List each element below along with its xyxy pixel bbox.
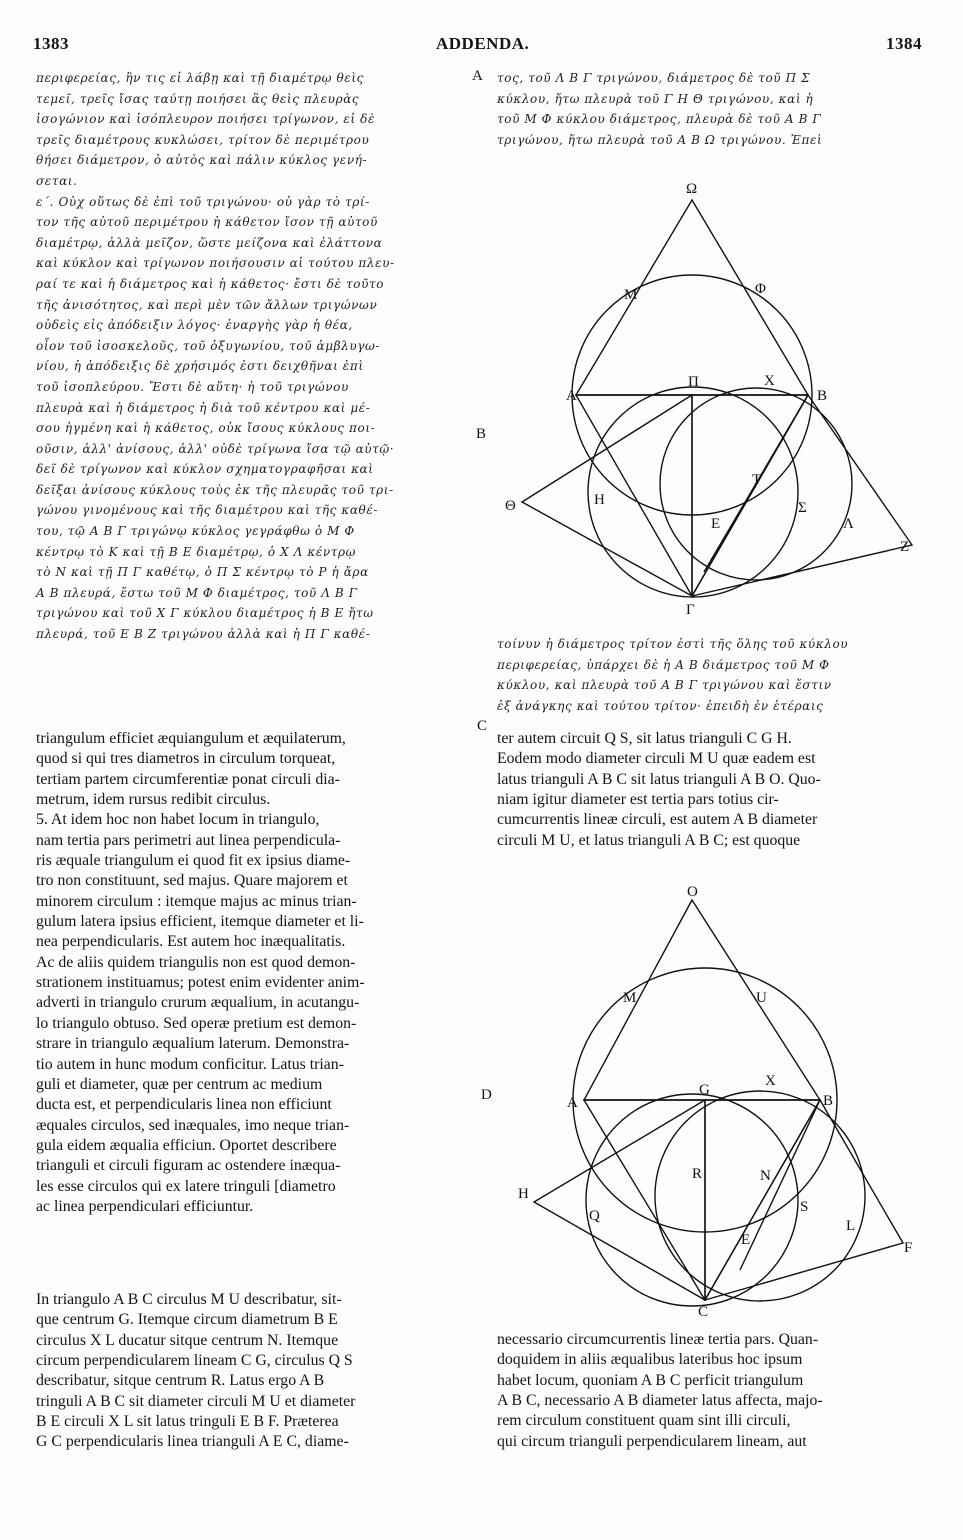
- latin-text-line: niam igitur diameter est tertia pars totius cir-: [497, 791, 779, 809]
- greek-text-line: νίου, ἡ ἀπόδειξις δὲ χρήσιμός ἐστι δειχθῆναι ἐπὶ: [36, 359, 364, 374]
- latin-text-line: latus trianguli A B C sit latus trianguli A B O. Quo-: [497, 770, 821, 788]
- latin-text-line: habet locum, quoniam A B C perficit triangulum: [497, 1371, 804, 1389]
- label-eta: Η: [594, 492, 605, 508]
- latin-text-line: tertiam partem circumferentiæ ponat circuli dia-: [36, 770, 340, 788]
- greek-text-line: κύκλου, καὶ πλευρὰ τοῦ Α Β Γ τριγώνου καὶ ἔστιν: [497, 678, 832, 693]
- latin-text-line: adverti in triangulo crurum æqualium, in acutangu-: [36, 994, 360, 1012]
- latin-text-line: nea perpendicularis. Est autem hoc inæqualitatis.: [36, 933, 346, 951]
- latin-text-line: circuli M U, et latus trianguli A B C; est quoque: [497, 831, 801, 849]
- label-x: X: [765, 1073, 776, 1089]
- label-beta: Β: [817, 388, 828, 404]
- latin-text-line: G C perpendicularis linea trianguli A E C, diame-: [36, 1433, 349, 1451]
- latin-text-line: A B C, necessario A B diameter latus affecta, majo-: [497, 1392, 823, 1410]
- label-e: E: [741, 1232, 751, 1248]
- greek-text-line: τον τῆς αὐτοῦ περιμέτρου ἡ κάθετον ἴσον τῇ αὐτοῦ: [36, 215, 378, 230]
- greek-text-line: τοῦ Μ Φ κύκλου διάμετρος, πλευρὰ δὲ τοῦ Α Β Γ: [497, 112, 822, 127]
- greek-text-line: τὸ Ν καὶ τῇ Π Γ καθέτῳ, ὁ Π Σ κέντρῳ τὸ Ρ ἡ ἄρα: [36, 565, 369, 580]
- latin-text-line: guli et diameter, quæ per centrum ac medium: [36, 1075, 323, 1093]
- greek-text-line: σου ἠγμένη καὶ ἡ κάθετος, οὐκ ἴσους κύκλους ποι-: [36, 421, 376, 436]
- greek-text-line: τριγώνου καὶ τοῦ Χ Γ κύκλου διαμέτρος ἡ Β Ε ἤτω: [36, 606, 374, 621]
- latin-text-line: minorem circulum : itemque majus ac minus trian-: [36, 892, 357, 910]
- latin-text-line: necessario circumcurrentis lineæ tertia pars. Quan-: [497, 1331, 819, 1348]
- left-greek-text: [36, 68, 476, 645]
- circle-pi-sigma: [588, 387, 798, 597]
- greek-text-line: οὐδεὶς εἰς ἀπόδειξιν λόγος· ἐναργὴς γὰρ ἡ θέα,: [36, 318, 353, 333]
- margin-marker-c: C: [477, 718, 488, 734]
- greek-text-line: θήσει διάμετρον, ὁ αὐτὸς καὶ πάλιν κύκλος γενή-: [36, 153, 368, 168]
- label-s: S: [800, 1199, 809, 1215]
- greek-text-line: κέντρῳ τὸ Κ καὶ τῇ Β Ε διαμέτρῳ, ὁ Χ Λ κέντρῳ: [36, 544, 357, 559]
- label-theta: Θ: [505, 498, 516, 514]
- triangle-a-b-omega: [576, 200, 808, 395]
- label-alpha: Α: [566, 388, 577, 404]
- latin-text-line: gulum latera ipsius efficient, itemque diameter et li-: [36, 913, 364, 931]
- greek-text-line: του, τῷ Α Β Γ τριγώνῳ κύκλος γεγράφθω ὁ Μ Φ: [36, 524, 355, 539]
- label-u: U: [756, 990, 767, 1006]
- label-l: L: [846, 1218, 856, 1234]
- greek-text-line: δεῖξαι ἀνίσους κύκλους τοὺς ἐκ τῆς πλευρᾶς τοῦ τρι-: [36, 482, 394, 497]
- label-r: R: [692, 1166, 703, 1182]
- latin-text-line: lo triangulo obtuso. Sed operæ pretium est demon-: [36, 1014, 357, 1032]
- greek-text-line: διαμέτρῳ, ἀλλὰ μεῖζον, ὥστε μείζονα καὶ ἐλάττονα: [36, 235, 383, 250]
- greek-text-line: γώνου γινομένους καὶ τῆς διαμέτρου καὶ τῆς καθέ-: [36, 503, 379, 518]
- greek-text-line: δεῖ δὲ τρίγωνον καὶ κύκλον σχηματογραφῆσαι καὶ: [36, 462, 374, 477]
- running-title: ADDENDA.: [436, 34, 530, 53]
- margin-marker-a: A: [472, 68, 483, 84]
- label-a: A: [567, 1095, 578, 1111]
- latin-text-line: triangulum efficiet æquiangulum et æquilaterum,: [36, 730, 346, 747]
- label-gamma: Γ: [686, 602, 695, 618]
- left-latin-text-1: [36, 729, 476, 1217]
- latin-text-line: que centrum G. Itemque circum diametrum B E: [36, 1311, 338, 1329]
- latin-text-line: tro non constituunt, sed majus. Quare majorem et: [36, 872, 348, 890]
- label-b: B: [823, 1093, 834, 1109]
- latin-text-line: strare in triangulo æqualium laterum. Demonstra-: [36, 1035, 350, 1053]
- latin-text-line: gula eidem æqualia efficiun. Oportet describere: [36, 1136, 337, 1154]
- label-h: H: [518, 1186, 529, 1202]
- diameter-b-e: [740, 1100, 820, 1270]
- latin-text-line: cumcurrentis lineæ circuli, est autem A B diameter: [497, 811, 818, 829]
- greek-text-line: τῆς ἀνισότητος, καὶ περὶ μὲν τῶν ἄλλων τριγώνων: [36, 297, 378, 312]
- greek-text-line: πλευρά, τοῦ Ε Β Ζ τριγώνου ἀλλὰ καὶ ἡ Π Γ καθέ-: [36, 627, 371, 642]
- label-f: F: [904, 1240, 913, 1256]
- label-chi: Χ: [764, 373, 775, 389]
- greek-text-line: ἰσογώνιον καὶ ἰσόπλευρον ποιήσει τρίγωνον, εἰ δὲ: [36, 112, 376, 127]
- triangle-e-b-z: [692, 395, 912, 596]
- latin-text-line: tio autem in hunc modum conficitur. Latus trian-: [36, 1055, 344, 1073]
- latin-text-line: circum perpendicularem lineam C G, circulus Q S: [36, 1352, 353, 1370]
- latin-text-line: ris æquale triangulum ei quod fit ex ipsius diame-: [36, 852, 351, 870]
- latin-text-line: circulus X L ducatur sitque centrum N. Itemque: [36, 1331, 339, 1349]
- right-greek-text-2: [497, 634, 937, 716]
- label-mu: Μ: [624, 287, 638, 303]
- label-o: O: [687, 884, 698, 900]
- latin-text-line: quod si qui tres diametros in circulum torqueat,: [36, 750, 336, 768]
- greek-text-line: ραί τε καὶ ἡ διάμετρος καὶ ἡ κάθετος· ἔστι δὲ τοῦτο: [36, 276, 385, 291]
- label-sigma: Σ: [798, 500, 807, 516]
- label-pi: Π: [688, 374, 699, 390]
- latin-text-line: rem circulum constituent quam sint illi circuli,: [497, 1412, 791, 1430]
- greek-text-line: οἷον τοῦ ἰσοσκελοῦς, τοῦ ὀξυγωνίου, τοῦ ἀμβλυγω-: [36, 338, 381, 353]
- page-number-left: 1383: [33, 34, 69, 53]
- latin-text-line: describatur, sitque centrum R. Latus ergo A B: [36, 1372, 325, 1390]
- latin-text-line: trianguli et circuli figuram ac ostendere inæqua-: [36, 1157, 341, 1175]
- latin-text-line: ac linea perpendiculari efficiuntur.: [36, 1197, 254, 1215]
- greek-text-line: κύκλου, ἤτω πλευρὰ τοῦ Γ Η Θ τριγώνου, καὶ ἡ: [497, 91, 814, 106]
- latin-text-line: B E circuli X L sit latus tringuli E B F. Præterea: [36, 1413, 339, 1431]
- greek-text-line: τοῦ ἰσοπλεύρου. Ἔστι δὲ αὕτη· ἡ τοῦ τριγώνου: [36, 379, 349, 394]
- label-q: Q: [589, 1208, 600, 1224]
- greek-text-line: τος, τοῦ Λ Β Γ τριγώνου, διάμετρος δὲ τοῦ Π Σ: [497, 71, 811, 85]
- label-omega: Ω: [686, 181, 698, 197]
- margin-marker-d: D: [481, 1087, 492, 1103]
- latin-text-line: tringuli A B C sit diameter circuli M U et diameter: [36, 1392, 356, 1410]
- latin-geometry-figure: [500, 880, 940, 1320]
- greek-text-line: σεται.: [36, 173, 78, 188]
- greek-text-line: τριγώνου, ἤτω πλευρὰ τοῦ Α Β Ω τριγώνου. Ἐπεὶ: [497, 132, 823, 147]
- greek-text-line: τεμεῖ, τρεῖς ἴσας ταύτῃ ποιήσει ἃς θεὶς πλευρὰς: [36, 91, 360, 106]
- right-latin-text-1: [497, 729, 937, 851]
- greek-text-line: Α Β πλευρά, ἔστω τοῦ Μ Φ διαμέτρος, τοῦ Λ Β Γ: [36, 585, 358, 600]
- latin-text-line: les esse circulos qui ex latere tringuli [diametro: [36, 1177, 336, 1195]
- greek-text-line: πλευρὰ καὶ ἡ διάμετρος ἡ διὰ τοῦ κέντρου καὶ μέ-: [36, 400, 371, 415]
- greek-geometry-figure: [500, 180, 950, 620]
- triangle-gamma-eta-theta: [522, 395, 692, 596]
- page-number-right: 1384: [886, 34, 922, 53]
- label-tau: Τ: [752, 472, 762, 488]
- right-greek-text-1: [497, 68, 937, 150]
- latin-text-line: doquidem in aliis æqualibus lateribus hoc ipsum: [497, 1351, 803, 1369]
- latin-text-line: qui circum trianguli perpendicularem lineam, aut: [497, 1432, 807, 1450]
- latin-text-line: æquales circulos, sed inæquales, imo neque trian-: [36, 1116, 350, 1134]
- latin-text-line: Eodem modo diameter circuli M U quæ eadem est: [497, 750, 816, 768]
- latin-text-line: ducta est, et perpendicularis linea non efficiunt: [36, 1096, 332, 1114]
- margin-marker-b: B: [476, 426, 487, 442]
- latin-text-line: 5. At idem hoc non habet locum in triangulo,: [36, 811, 320, 829]
- greek-text-line: περιφερείας, ἣν τις εἰ λάβῃ καὶ τῇ διαμέτρῳ θεὶς: [36, 71, 364, 85]
- greek-text-line: καὶ κύκλον καὶ τρίγωνον ποιήσουσιν αἱ τούτου πλευ-: [36, 256, 395, 271]
- label-c: C: [698, 1304, 709, 1320]
- left-latin-text-2: [36, 1290, 476, 1453]
- greek-text-line: ἐξ ἀνάγκης καὶ τούτου τρίτον· ἐπειδὴ ἐν ἑτέραις: [497, 698, 824, 713]
- latin-text-line: In triangulo A B C circulus M U describatur, sit-: [36, 1291, 342, 1308]
- latin-text-line: metrum, idem rursus redibit circulus.: [36, 791, 271, 809]
- greek-text-line: οῦσιν, ἀλλ' ἀνίσους, ἀλλ' οὐδὲ τρίγωνα ἴσα τῷ αὐτῷ·: [36, 441, 395, 456]
- label-zeta: Ζ: [900, 539, 910, 555]
- greek-text-line: τοίνυν ἡ διάμετρος τρίτον ἐστὶ τῆς ὅλης τοῦ κύκλου: [497, 637, 849, 651]
- greek-text-line: περιφερείας, ὑπάρχει δὲ ἡ Α Β διάμετρος τοῦ Μ Φ: [497, 657, 830, 672]
- latin-text-line: nam tertia pars perimetri aut linea perpendicula-: [36, 831, 341, 849]
- latin-text-line: ter autem circuit Q S, sit latus trianguli C G H.: [497, 730, 792, 747]
- label-g: G: [699, 1082, 710, 1098]
- label-phi: Φ: [755, 281, 766, 297]
- latin-text-line: Ac de aliis quidem triangulis non est quod demon-: [36, 953, 356, 971]
- latin-text-line: strationem instituamus; potest enim evidenter anim-: [36, 974, 365, 992]
- label-lambda: Λ: [843, 516, 854, 532]
- label-n: N: [760, 1168, 771, 1184]
- greek-text-line: τρεῖς διαμέτρους κυκλώσει, τρίτον δὲ περιμέτρου: [36, 132, 370, 147]
- right-latin-text-2: [497, 1330, 937, 1452]
- greek-text-line: ε΄. Οὐχ οὕτως δὲ ἐπὶ τοῦ τριγώνου· οὐ γὰρ τὸ τρί-: [36, 194, 370, 209]
- label-epsilon: Ε: [711, 516, 721, 532]
- label-m: M: [623, 990, 637, 1006]
